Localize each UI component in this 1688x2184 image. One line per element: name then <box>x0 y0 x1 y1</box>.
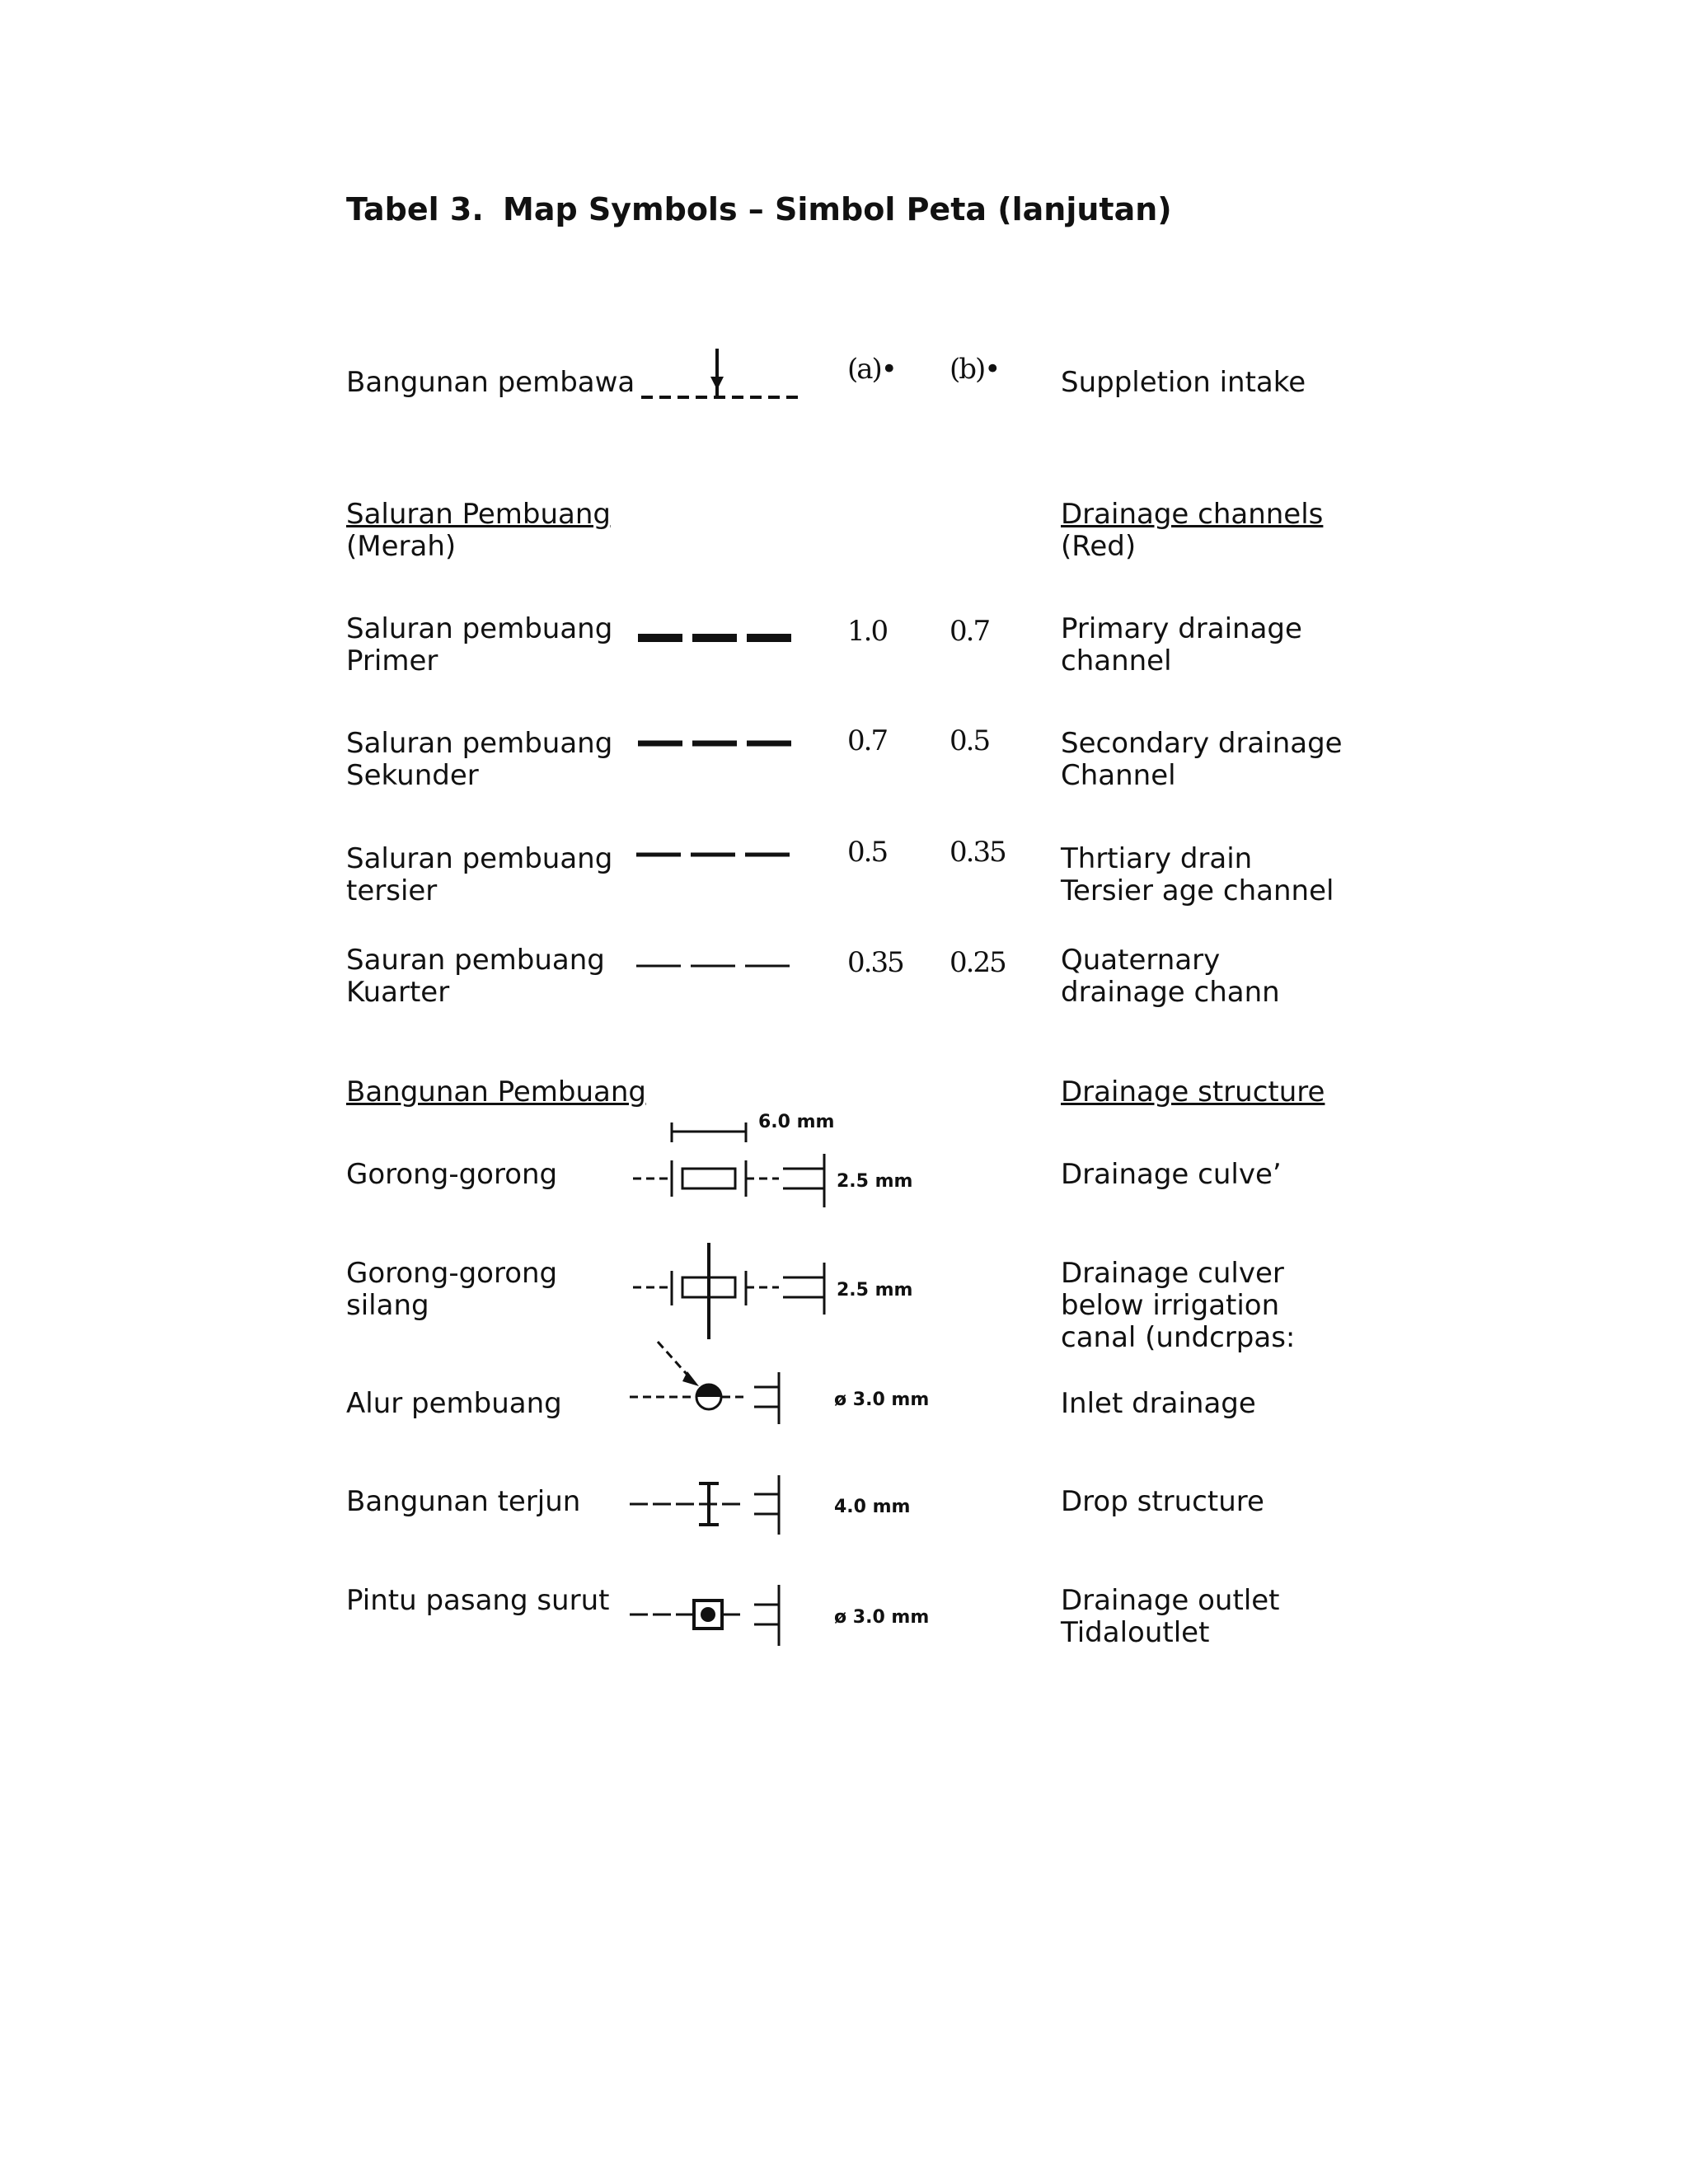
section-heading-drainage-channels-en: Drainage channels <box>1061 498 1324 531</box>
secondary-drain-label-en-2: Channel <box>1061 759 1176 792</box>
primary-drain-value-a: 1.0 <box>847 615 888 648</box>
quaternary-drain-label-id-1: Sauran pembuang <box>346 944 605 977</box>
tidal-outlet-label-en-2: Tidaloutlet <box>1061 1616 1210 1649</box>
secondary-drain-label-id-2: Sekunder <box>346 759 479 792</box>
quaternary-drain-value-b: 0.25 <box>950 946 1006 979</box>
tertiary-drain-label-en-1: Thrtiary drain <box>1061 842 1253 875</box>
column-header-b: (b)• <box>950 353 1000 386</box>
undercrossing-culvert-label-id-2: silang <box>346 1289 429 1322</box>
culvert-label-en: Drainage culve’ <box>1061 1158 1282 1191</box>
drop-structure-label-en: Drop structure <box>1061 1485 1264 1518</box>
undercrossing-culvert-label-id-1: Gorong-gorong <box>346 1257 558 1290</box>
primary-drain-label-id-2: Primer <box>346 644 438 677</box>
tertiary-drain-label-id-1: Saluran pembuang <box>346 842 613 875</box>
primary-drain-label-id-1: Saluran pembuang <box>346 612 613 645</box>
culvert-symbol <box>626 1104 940 1212</box>
culvert-label-id: Gorong-gorong <box>346 1158 558 1191</box>
table-title: Map Symbols – Simbol Peta (lanjutan) <box>503 191 1172 227</box>
intake-label-en: Suppletion intake <box>1061 366 1306 399</box>
quaternary-drain-label-id-2: Kuarter <box>346 976 450 1009</box>
tertiary-drain-label-id-2: tersier <box>346 874 438 907</box>
tidal-outlet-dimension: ø 3.0 mm <box>834 1607 930 1628</box>
tertiary-drain-label-en-2: Tersier age channel <box>1061 874 1334 907</box>
secondary-drain-value-a: 0.7 <box>847 724 888 757</box>
suppletion-intake-symbol <box>635 342 824 408</box>
undercrossing-culvert-label-en-1: Drainage culver <box>1061 1257 1284 1290</box>
drop-structure-symbol <box>626 1467 940 1541</box>
undercrossing-culvert-label-en-2: below irrigation <box>1061 1289 1280 1322</box>
section-subheading-red: (Red) <box>1061 530 1137 563</box>
primary-drain-label-en-1: Primary drainage <box>1061 612 1302 645</box>
secondary-drain-label-id-1: Saluran pembuang <box>346 727 613 760</box>
primary-drain-line-symbol <box>635 626 824 651</box>
tertiary-drain-value-a: 0.5 <box>847 836 888 869</box>
inlet-drainage-symbol <box>626 1335 940 1430</box>
section-heading-drainage-channels-id: Saluran Pembuang <box>346 498 612 531</box>
culvert-width-dimension: 6.0 mm <box>758 1112 835 1132</box>
tertiary-drain-value-b: 0.35 <box>950 836 1006 869</box>
quaternary-drain-line-symbol <box>635 954 824 979</box>
culvert-height-dimension: 2.5 mm <box>837 1171 913 1192</box>
primary-drain-value-b: 0.7 <box>950 615 990 648</box>
quaternary-drain-label-en-1: Quaternary <box>1061 944 1221 977</box>
tidal-outlet-symbol <box>626 1578 940 1652</box>
inlet-drainage-dimension: ø 3.0 mm <box>834 1390 930 1410</box>
drop-structure-dimension: 4.0 mm <box>834 1497 911 1517</box>
column-header-a: (a)• <box>847 353 896 386</box>
page-title <box>346 191 1172 227</box>
section-heading-drainage-structure-en: Drainage structure <box>1061 1076 1325 1108</box>
tidal-outlet-label-en-1: Drainage outlet <box>1061 1584 1280 1617</box>
quaternary-drain-label-en-2: drainage chann <box>1061 976 1280 1009</box>
tertiary-drain-line-symbol <box>635 843 824 868</box>
undercrossing-culvert-label-en-3: canal (undcrpas: <box>1061 1321 1296 1354</box>
section-heading-drainage-structure-id: Bangunan Pembuang <box>346 1076 647 1108</box>
undercrossing-culvert-dimension: 2.5 mm <box>837 1280 913 1301</box>
secondary-drain-label-en-1: Secondary drainage <box>1061 727 1343 760</box>
tidal-outlet-label-id: Pintu pasang surut <box>346 1584 610 1617</box>
section-subheading-merah: (Merah) <box>346 530 457 563</box>
inlet-drainage-label-en: Inlet drainage <box>1061 1387 1256 1420</box>
secondary-drain-line-symbol <box>635 732 824 757</box>
table-number: Tabel 3. <box>346 191 484 227</box>
secondary-drain-value-b: 0.5 <box>950 724 990 757</box>
primary-drain-label-en-2: channel <box>1061 644 1172 677</box>
intake-label-id: Bangunan pembawa <box>346 366 635 399</box>
undercrossing-culvert-symbol <box>626 1236 940 1343</box>
quaternary-drain-value-a: 0.35 <box>847 946 903 979</box>
drop-structure-label-id: Bangunan terjun <box>346 1485 581 1518</box>
inlet-drainage-label-id: Alur pembuang <box>346 1387 562 1420</box>
